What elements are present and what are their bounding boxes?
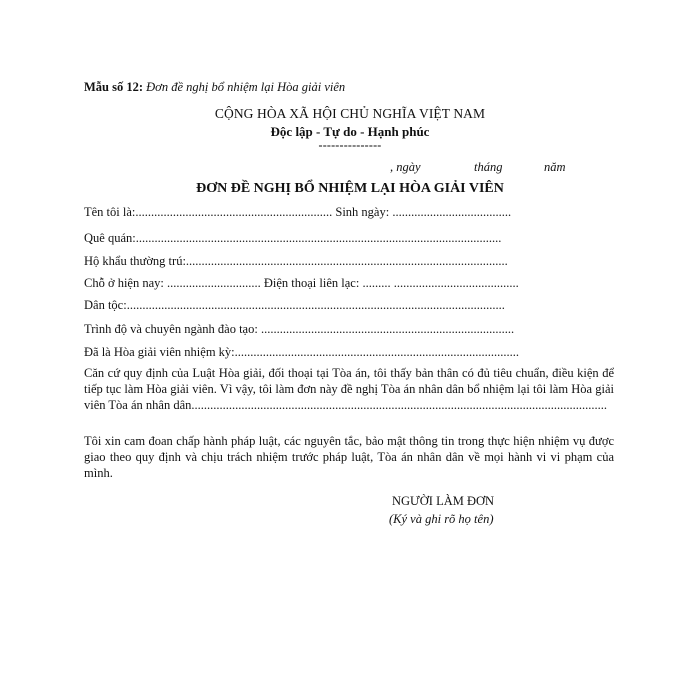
date-month: tháng: [474, 160, 503, 174]
form-number: Mẫu số 12:: [84, 80, 144, 94]
form-name: Đơn đề nghị bổ nhiệm lại Hòa giải viên: [146, 80, 346, 94]
field-education: Trình độ và chuyên ngành đào tạo: .................................................................................: [84, 322, 515, 336]
header-separator: ---------------: [318, 138, 382, 152]
nation-heading: CỘNG HÒA XÃ HỘI CHỦ NGHĨA VIỆT NAM: [214, 106, 486, 121]
field-previous-term: Đã là Hòa giải viên nhiệm kỳ:...........................................................................................: [84, 345, 520, 359]
body-paragraph-commitment: Tôi xin cam đoan chấp hành pháp luật, các nguyên tắc, bảo mật thông tin trong thực hiện nhiệm vụ được giao theo quy định và chịu trách nhiệm trước pháp luật, Tòa án nhân dân về mọi hành vi vi phạm của mình.: [84, 434, 614, 480]
field-address-phone: Chỗ ở hiện nay: .............................. Điện thoại liên lạc: ......... ........................................: [84, 276, 519, 290]
field-permanent-residence: Hộ khẩu thường trú:.......................................................................................................: [84, 254, 508, 268]
signature-title: NGƯỜI LÀM ĐƠN: [392, 494, 495, 508]
field-name-dob: Tên tôi là:............................................................... Sinh ngày: ......................................: [84, 205, 512, 219]
field-ethnicity: Dân tộc:.........................................................................................................................: [84, 298, 505, 312]
body-paragraph-request: Căn cứ quy định của Luật Hòa giải, đối thoại tại Tòa án, tôi thấy bản thân có đủ tiêu chuẩn, điều kiện để tiếp tục làm Hòa giải viên. Vì vậy, tôi làm đơn này đề nghị Tòa án nhân dân bổ nhiệm lại tôi làm Hòa giải viên Tòa án nhân dân.....................................................................................................................................: [84, 366, 614, 412]
date-day: , ngày: [390, 160, 421, 174]
signature-note: (Ký và ghi rõ họ tên): [389, 512, 494, 526]
field-hometown: Quê quán:.....................................................................................................................: [84, 231, 502, 245]
date-line: [390, 160, 566, 175]
date-year: năm: [544, 160, 566, 174]
document-title: ĐƠN ĐỀ NGHỊ BỔ NHIỆM LẠI HÒA GIẢI VIÊN: [196, 181, 504, 196]
form-label: [84, 80, 345, 95]
motto: Độc lập - Tự do - Hạnh phúc: [270, 124, 430, 139]
